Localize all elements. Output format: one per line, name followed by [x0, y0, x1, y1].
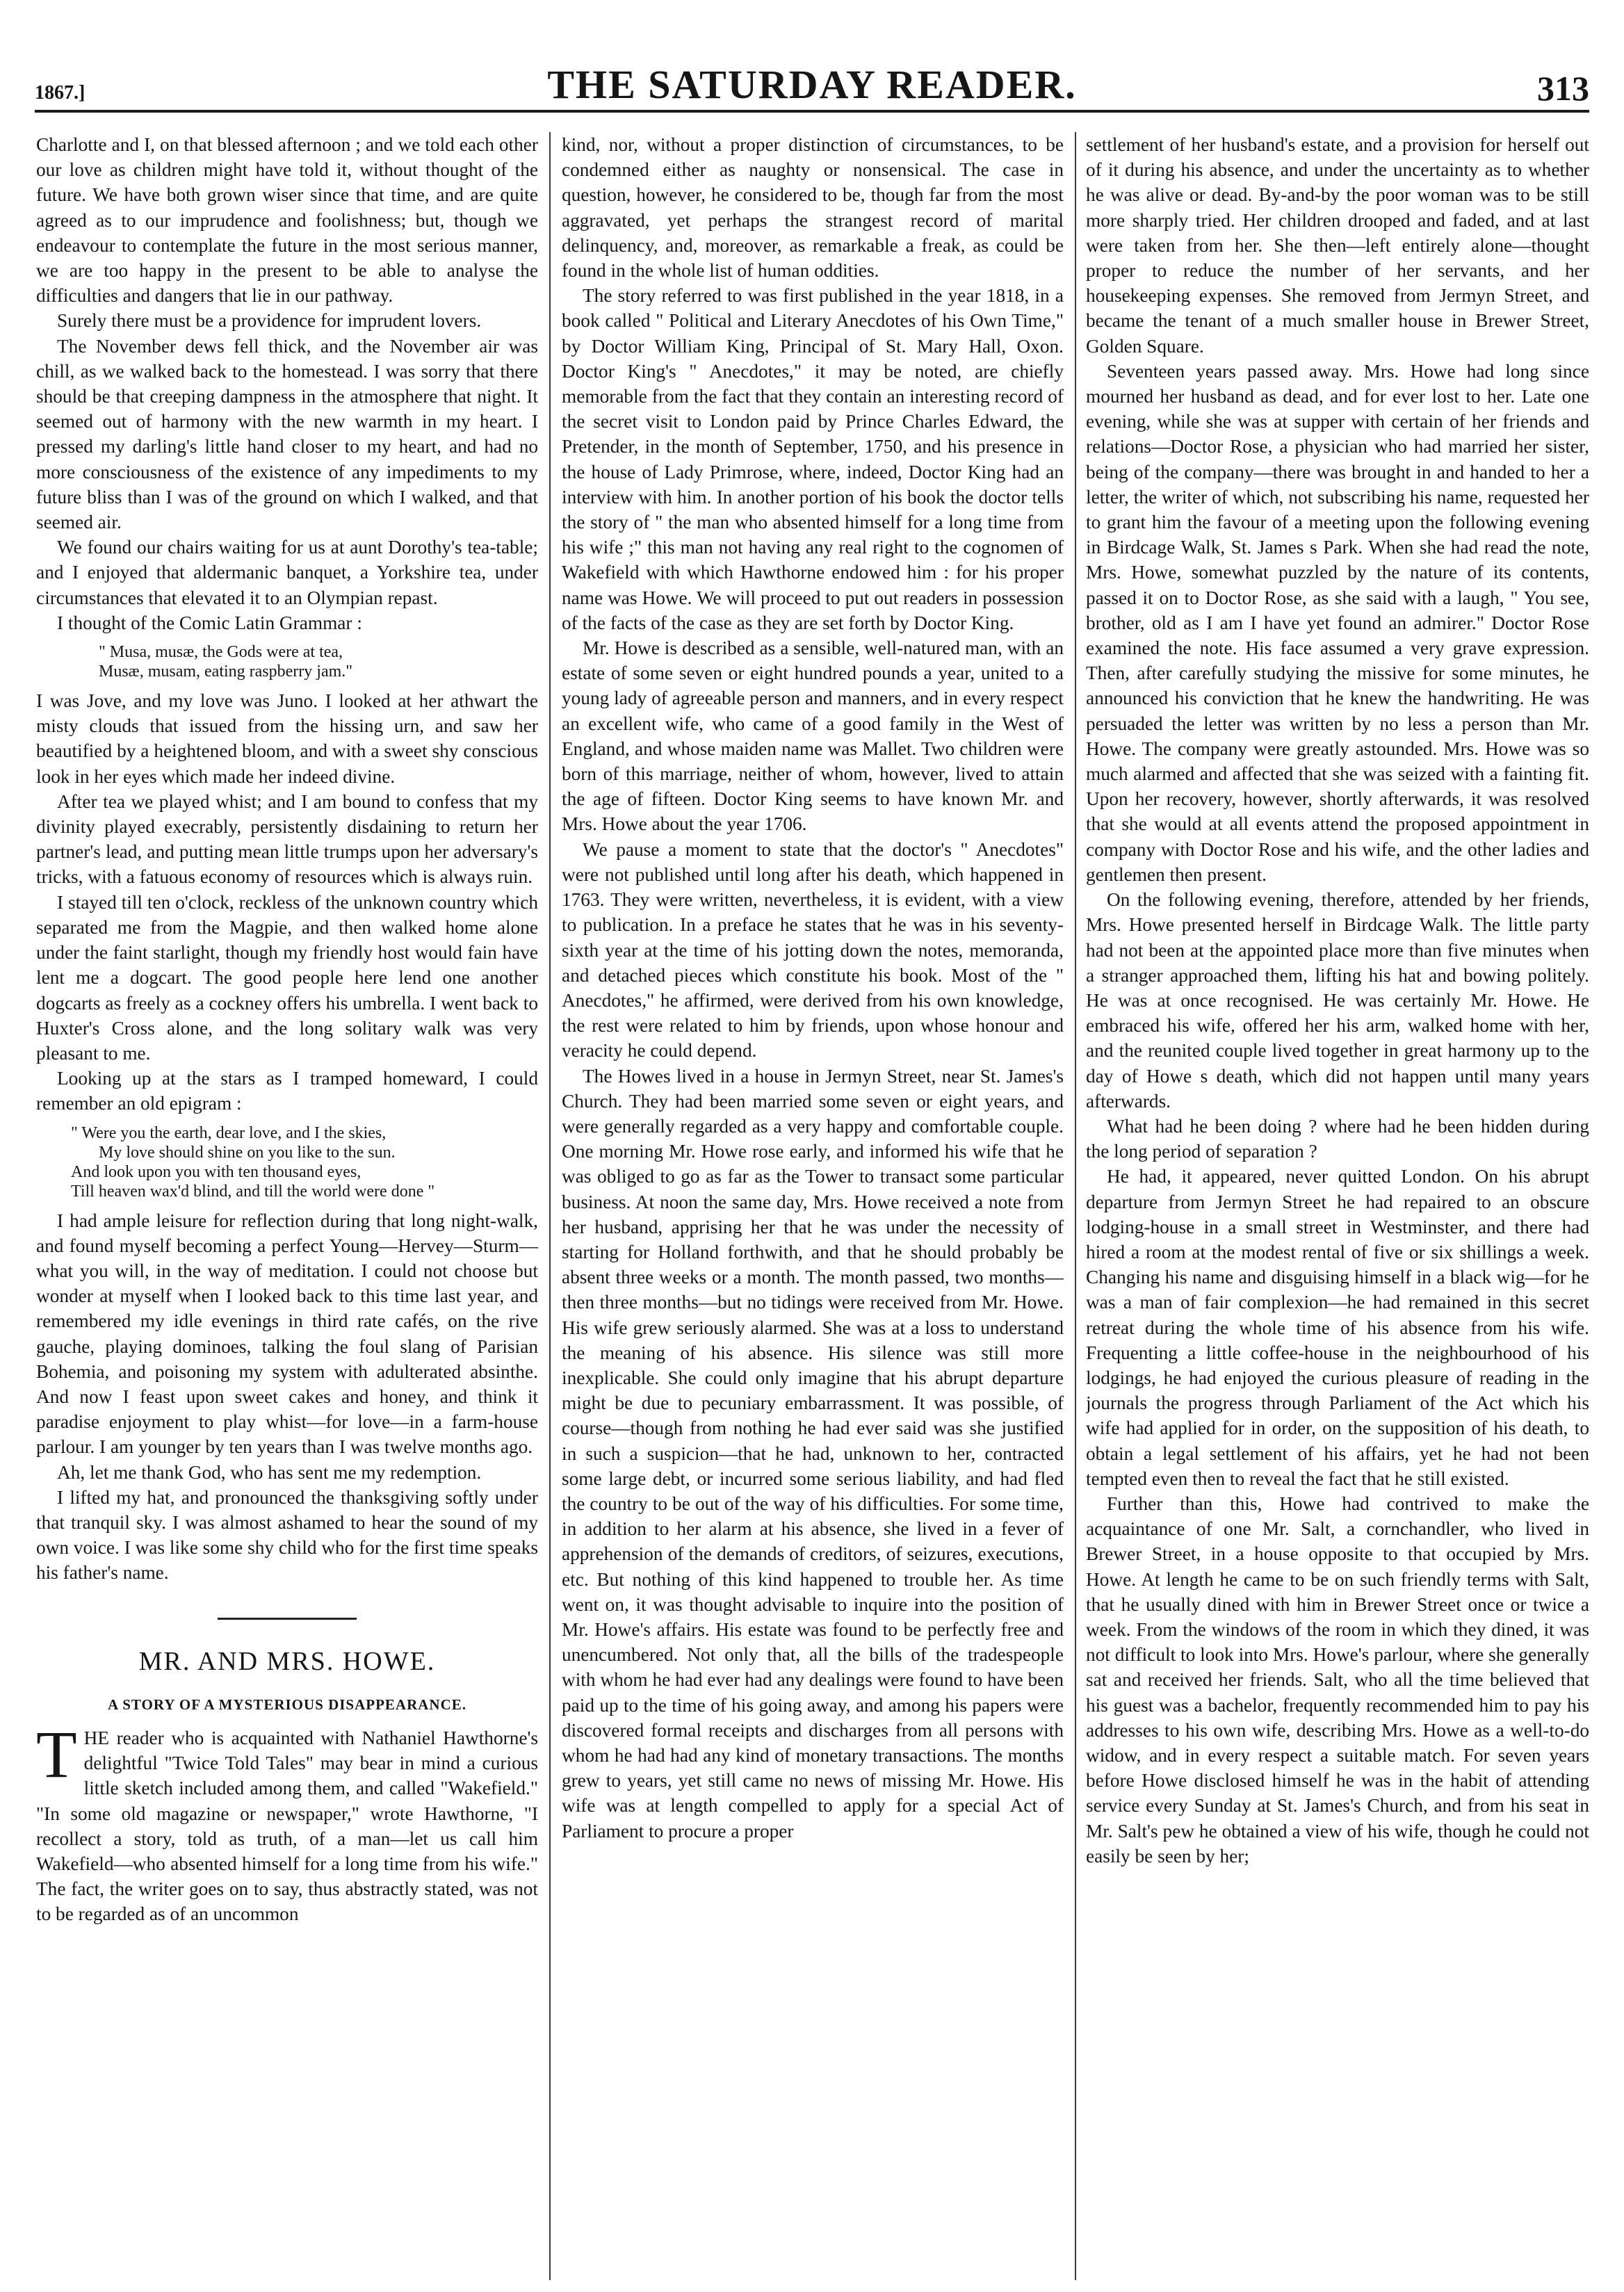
paragraph: Ah, let me thank God, who has sent me my redemption. [57, 1461, 482, 1483]
verse-line: " Were you the earth, dear love, and I the skies, [71, 1123, 387, 1142]
verse-line: " Musa, musæ, the Gods were at tea, [99, 643, 343, 662]
column-2 [562, 132, 1064, 2280]
paragraph: I was Jove, and my love was Juno. I looked at her athwart the misty clouds that issued from the hissing urn, and saw her beautified by a heightened bloom, and with a sweet shy conscious look in her eyes which made her indeed divine. [36, 690, 538, 787]
paragraph: kind, nor, without a proper distinction of circumstances, to be condemned either as naughty or nonsensical. The case in question, however, he considered to be, though far from the most aggravated, yet perhaps the strangest record of marital delinquency, and, moreover, as remarkable a freak, as could be found in the whole list of human oddities. [562, 134, 1064, 282]
paragraph: Mr. Howe is described as a sensible, well-natured man, with an estate of some seven or eight hundred pounds a year, united to a young lady of agreeable person and manners, and in every respect an excellent wife, who came of a good family in the West of England, and whose maiden name was Mallet. Two children were born of this marriage, neither of whom, however, lived to attain the age of fifteen. Doctor King seems to have known Mr. and Mrs. Howe about the year 1706. [562, 637, 1064, 835]
paragraph: What had he been doing ? where had he been hidden during the long period of separation ? [1086, 1115, 1589, 1162]
paragraph: The story referred to was first published in the year 1818, in a book called " Political and Literary Anecdotes of his Own Time," by Doctor William King, Principal of St. Mary Hall, Oxon. Doctor King's " Anecdotes," it may be noted, are chiefly memorable from the fact that they contain an interesting record of the secret visit to London paid by Prince Charles Edward, the Pretender, in the month of September, 1750, and his presence in the house of Lady Primrose, where, indeed, Doctor King had an interview with him. In another portion of his book the doctor tells the story of " the man who absented himself for a long time from his wife ;" this man not having any real right to the cognomen of Wakefield with which Hawthorne endowed him : for his proper name was Howe. We will proceed to put out readers in possession of the facts of the case as they are set forth by Doctor King. [562, 285, 1064, 633]
paragraph: I stayed till ten o'clock, reckless of the unknown country which separated me from the Magpie, and then walked home alone under the faint starlight, though my friendly host would fain have lent me a dogcart. The good people here lend one another dogcarts as freely as a cockney offers his umbrella. I went back to Huxter's Cross alone, and the long solitary walk was very pleasant to me. [36, 891, 538, 1064]
paragraph: Looking up at the stars as I tramped homeward, I could remember an old epigram : [36, 1068, 538, 1114]
story-opening [36, 1716, 538, 1927]
paragraph: Charlotte and I, on that blessed afternoon ; and we told each other our love as children might have told it, without thought of the future. We have both grown wiser since that time, and are quite agreed as to our imprudence and foolishness; but, though we endeavour to contemplate the future in the most serious manner, we are too happy in the present to be able to analyse the difficulties and dangers that lie in our pathway. [36, 134, 538, 307]
paragraph: The November dews fell thick, and the November air was chill, as we walked back to the homestead. I was sorry that there should be that creeping dampness in the atmosphere that night. It seemed out of harmony with the new warmth in my heart. I pressed my darling's little hand closer to my heart, and had no more consciousness of the existence of any impediments to my future bliss than I was of the ground on which I walked, and that seemed air. [36, 335, 538, 533]
page-header [35, 61, 1589, 113]
paragraph: The Howes lived in a house in Jermyn Street, near St. James's Church. They had been married some seven or eight years, and were generally regarded as a very happy and comfortable couple. One morning Mr. Howe rose early, and informed his wife that he was obliged to go as far as the Tower to transact some particular business. At noon the same day, Mrs. Howe received a note from her husband, apprising her that he was under the necessity of starting for Holland forthwith, and that he should probably be absent three weeks or a month. The month passed, two months—then three months—but no tidings were received from Mr. Howe. His wife grew seriously alarmed. She was at a loss to understand the meaning of his absence. His silence was still more inexplicable. She could only imagine that his abrupt departure might be due to pecuniary embarrassment. It was possible, of course—though from nothing he had ever said was she justified in such a suspicion—that he had, unknown to her, contracted some large debt, or incurred some serious liability, and had fled the country to be out of the way of his difficulties. For some time, in addition to her alarm at his absence, she lived in a fever of apprehension of the demands of creditors, of seizures, executions, etc. But nothing of this kind happened to trouble her. As time went on, it was thought advisable to inquire into the position of Mr. Howe's affairs. His estate was found to be perfectly free and unencumbered. Not only that, all the bills of the tradespeople with whom he had ever had any dealings were found to have been paid up to the time of his going away, and among his papers were discovered formal receipts and discharges from all persons with whom he had had any kind of monetary transactions. The months grew to years, yet still came no news of missing Mr. Howe. His wife was at length compelled to apply for a special Act of Parliament to procure a proper [562, 1065, 1064, 1842]
paragraph: We found our chairs waiting for us at aunt Dorothy's tea-table; and I enjoyed that aldermanic banquet, a Yorkshire tea, under circumstances that elevated it to an Olympian repast. [36, 537, 538, 608]
verse-line: My love should shine on you like to the sun. [99, 1143, 396, 1162]
paragraph: After tea we played whist; and I am bound to confess that my divinity played execrably, persistently disdaining to return her partner's lead, and putting mean little trumps upon her adversary's tricks, with a fatuous economy of resources which is always ruin. [36, 790, 538, 888]
paragraph: I had ample leisure for reflection during that long night-walk, and found myself becoming a perfect Young—Hervey—Sturm—what you will, in the way of meditation. I could not choose but wonder at myself when I looked back to this time last year, and remembered my idle evenings in third rate cafés, on the rive gauche, playing dominoes, talking the foul slang of Parisian Bohemia, and poisoning my system with adulterated absinthe. And now I feast upon sweet cakes and honey, and think it paradise enjoyment to play whist—for love—in a farm-house parlour. I am younger by ten years than I was twelve months ago. [36, 1210, 538, 1458]
verse-line: Musæ, musam, eating raspberry jam." [99, 663, 353, 681]
paragraph: We pause a moment to state that the doctor's " Anecdotes" were not published until long after his death, which happened in 1763. They were written, nevertheless, it is evident, with a view to publication. In a preface he states that he was in his seventy-sixth year at the time of his jotting down the notes, memoranda, and detached pieces which constitute his book. Most of the " Anecdotes," he affirmed, were derived from his own knowledge, the rest were related to him by friends, upon whose honour and veracity he could depend. [562, 838, 1064, 1062]
page-number: 313 [1537, 69, 1589, 108]
paragraph: I thought of the Comic Latin Grammar : [57, 612, 362, 633]
verse-line: And look upon you with ten thousand eyes, [71, 1162, 362, 1181]
drop-cap: T [36, 1716, 77, 1791]
paragraph: On the following evening, therefore, attended by her friends, Mrs. Howe presented herself in Birdcage Walk. The little party had not been at the appointed place more than five minutes when a stranger approached them, lifting his hat and bowing politely. He was at once recognised. He was certainly Mr. Howe. He embraced his wife, offered her his arm, walked home with her, and the reunited couple lived together in great harmony up to the day of Howe s death, which did not happen until many years afterwards. [1086, 889, 1589, 1112]
column-rule [1075, 132, 1076, 2280]
issue-year: 1867.] [35, 82, 86, 104]
paragraph: Surely there must be a providence for imprudent lovers. [57, 310, 482, 332]
article-headline: MR. AND MRS. HOWE. [138, 1646, 436, 1676]
section-divider [218, 1618, 357, 1620]
masthead-title: THE SATURDAY READER. [547, 62, 1077, 107]
verse-latin-grammar [71, 642, 538, 681]
paragraph: settlement of her husband's estate, and a provision for herself out of it during his absence, and under the uncertainty as to whether he was alive or dead. By-and-by the poor woman was to be still more sharply tried. Her children drooped and faded, and at last were taken from her. She then—left entirely alone—thought proper to reduce the number of her servants, and her housekeeping expenses. She removed from Jermyn Street, and became the tenant of a much smaller house in Brewer Street, Golden Square. [1086, 134, 1589, 357]
column-1 [36, 132, 538, 2280]
column-3 [1086, 132, 1589, 2280]
story-opening-text: HE reader who is acquainted with Nathaniel Hawthorne's delightful "Twice Told Tales" may bear in mind a curious little sketch included among them, and called "Wakefield." "In some old magazine or newspaper," wrote Hawthorne, "I recollect a story, told as truth, of a man—let us call him Wakefield—who absented himself for a long time from his wife." The fact, the writer goes on to say, thus abstractly stated, was not to be regarded as of an uncommon [36, 1727, 538, 1925]
paragraph: Seventeen years passed away. Mrs. Howe had long since mourned her husband as dead, and for ever lost to her. Late one evening, while she was at supper with certain of her friends and relations—Doctor Rose, a physician who had married her sister, being of the company—there was brought in and handed to her a letter, the writer of which, not subscribing his name, requested her to grant him the favour of a meeting upon the following evening in Birdcage Walk, St. James s Park. When she had read the note, Mrs. Howe, somewhat puzzled by the nature of its contents, passed it on to Doctor Rose, as she said with a laugh, " You see, brother, old as I am I have yet found an admirer." Doctor Rose examined the note. His face assumed a very grave expression. Then, after carefully studying the missive for some minutes, he announced his conviction that he knew the handwriting. He was persuaded the letter was written by no less a person than Mr. Howe. The company were greatly astounded. Mrs. Howe was so much alarmed and affected that she was seized with a fainting fit. Upon her recovery, however, shortly afterwards, it was resolved that she would at all events attend the proposed appointment in company with Doctor Rose and his wife, and the other ladies and gentlemen then present. [1086, 360, 1589, 885]
paragraph: Further than this, Howe had contrived to make the acquaintance of one Mr. Salt, a cornchandler, who lived in Brewer Street, in a house opposite to that occupied by Mrs. Howe. At length he came to be on such friendly terms with Salt, that he usually dined with him in Brewer Street once or twice a week. From the windows of the room in which they dined, it was not difficult to look into Mrs. Howe's parlour, where she generally sat and received her friends. Salt, who all the time believed that his guest was a bachelor, frequently recommended him to pay his addresses to his own wife, describing Mrs. Howe as a well-to-do widow, and in every respect a suitable match. For seven years before Howe disclosed himself he was in the habit of attending service every Sunday at St. James's Church, and from his seat in Mr. Salt's pew he obtained a view of his wife, though he could not easily be seen by her; [1086, 1493, 1589, 1867]
verse-line: Till heaven wax'd blind, and till the world were done " [71, 1182, 435, 1201]
verse-epigram [71, 1123, 538, 1201]
article-subheadline: A STORY OF A MYSTERIOUS DISAPPEARANCE. [107, 1696, 467, 1713]
column-rule [549, 132, 551, 2280]
paragraph: I lifted my hat, and pronounced the thanksgiving softly under that tranquil sky. I was almost ashamed to hear the sound of my own voice. I was like some shy child who for the first time speaks his father's name. [36, 1486, 538, 1584]
paragraph: He had, it appeared, never quitted London. On his abrupt departure from Jermyn Street he had repaired to an obscure lodging-house in a small street in Westminster, and there had hired a room at the modest rental of five or six shillings a week. Changing his name and disguising himself in a black wig—for he was a man of fair complexion—he had remained in this secret retreat during the whole time of his absence from his wife. Frequenting a little coffee-house in the neighbourhood of his lodgings, he had enjoyed the curious pleasure of reading in the journals the progress through Parliament of the Act which his wife had applied for in order, on the supposition of his death, to obtain a legal settlement of his affairs, yet he had not been tempted even then to reveal the fact that he still existed. [1086, 1166, 1589, 1489]
